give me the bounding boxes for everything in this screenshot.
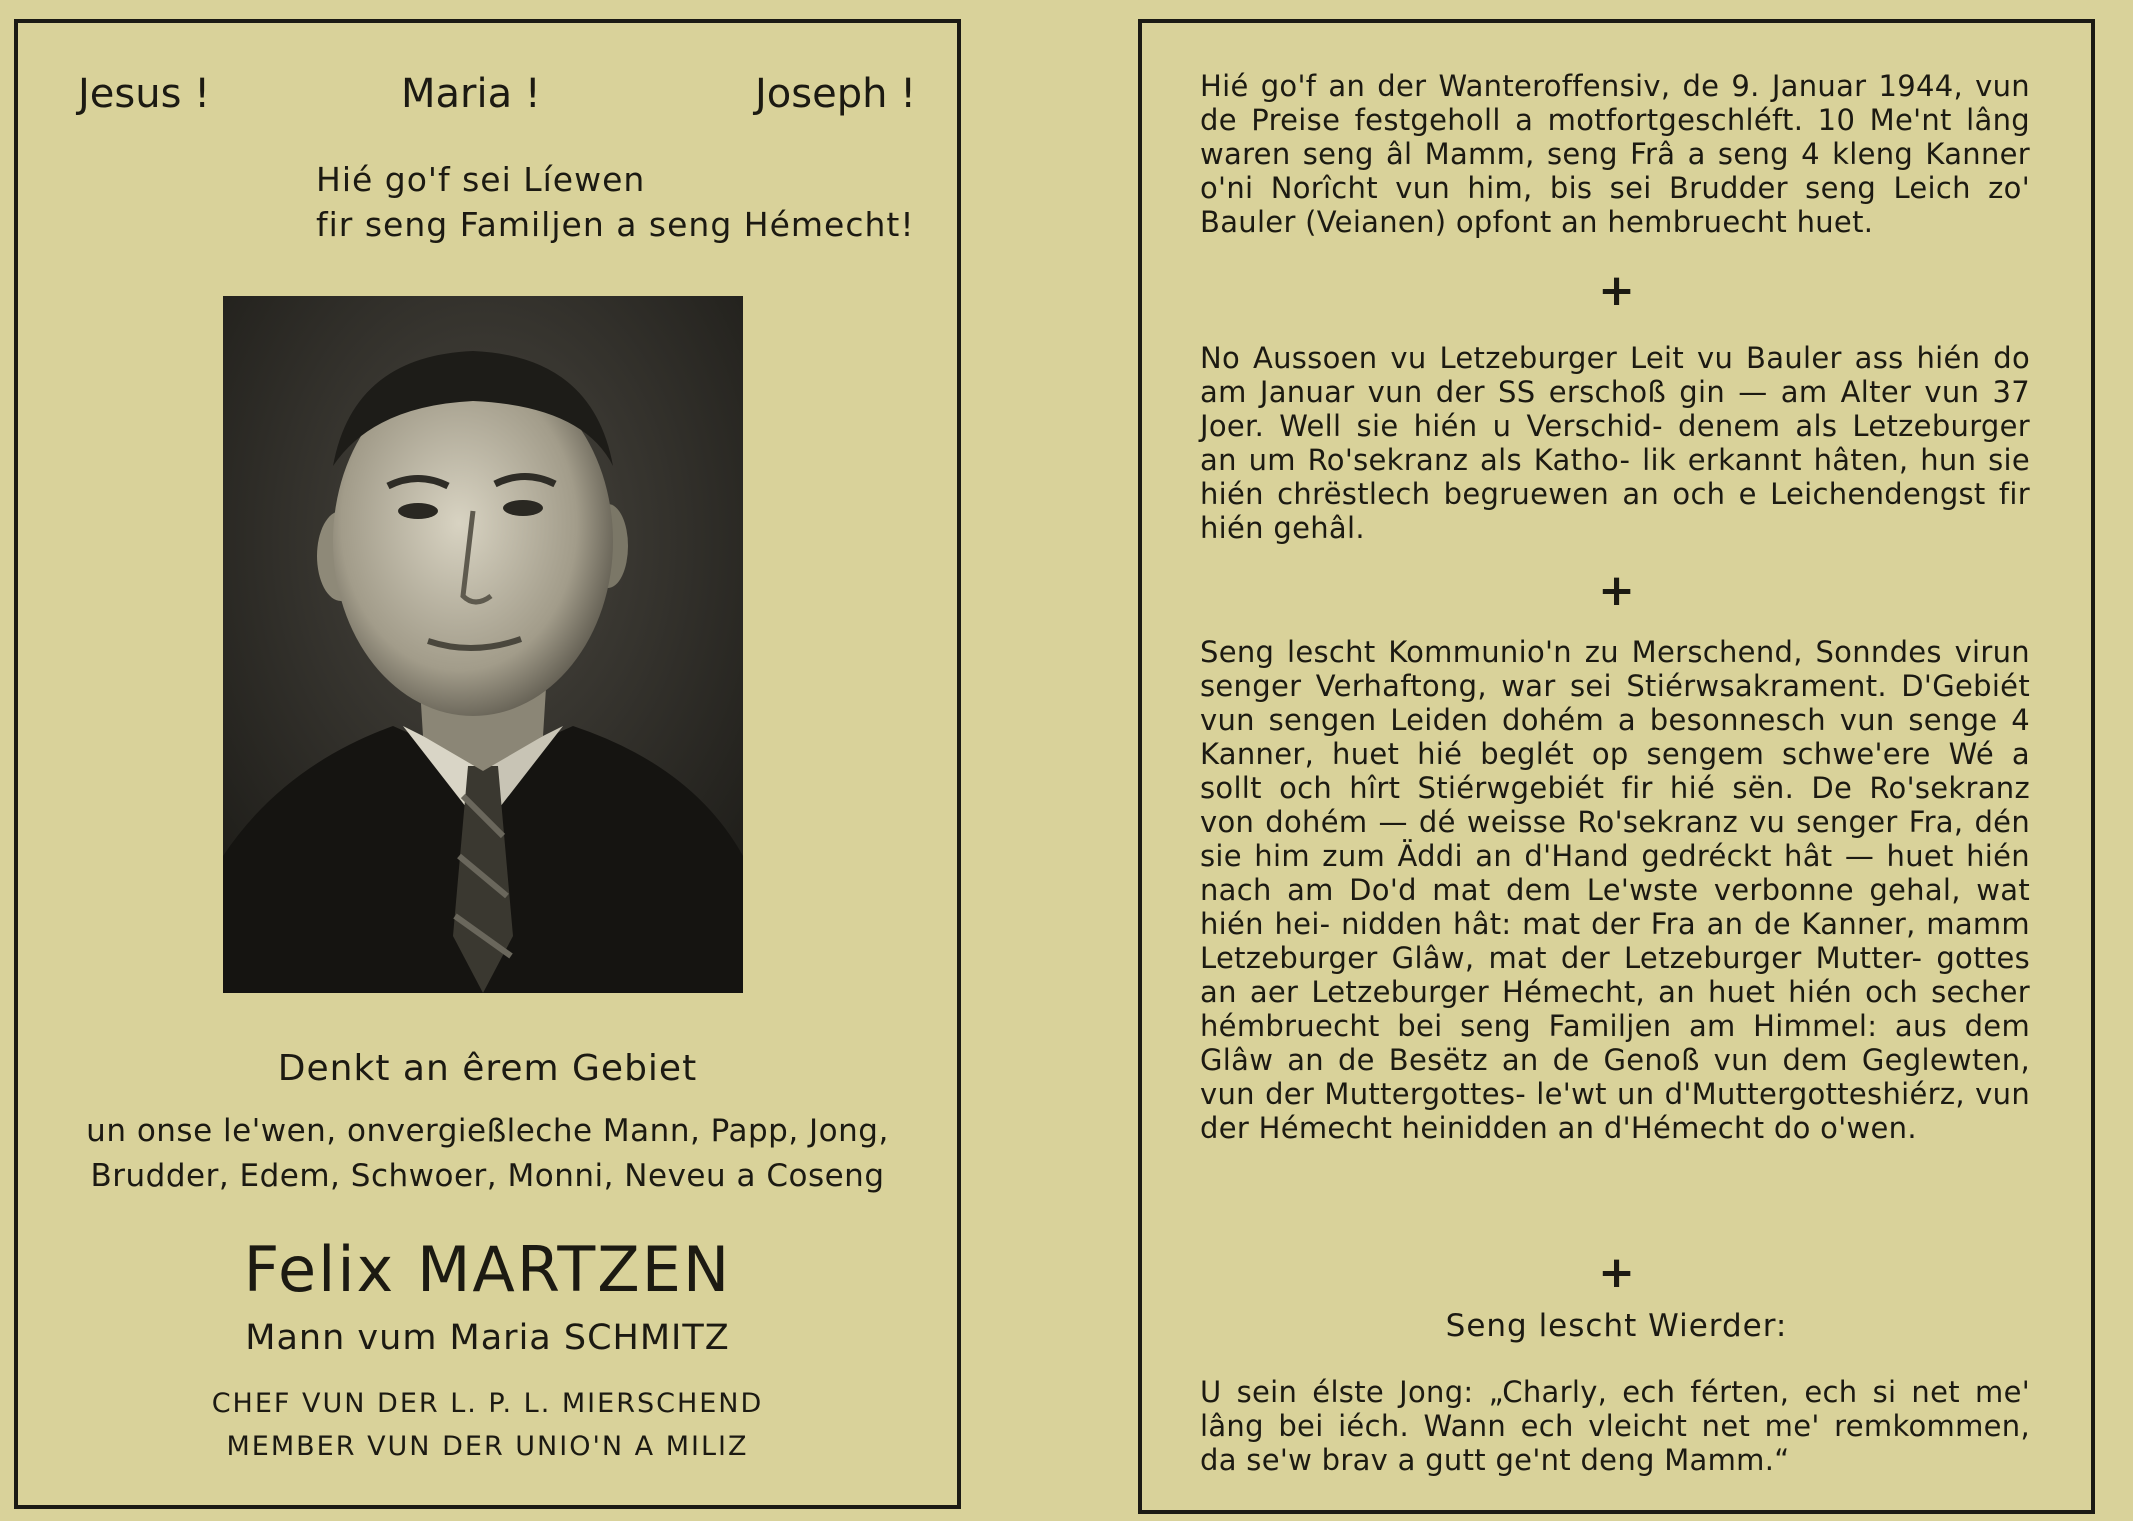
- portrait-photo: [223, 296, 743, 993]
- role-line-2: MEMBER VUN DER UNIO'N A MILIZ: [226, 1431, 749, 1462]
- left-memorial-page: [14, 19, 961, 1509]
- invocation-maria: Maria !: [401, 71, 541, 117]
- spouse-line: Mann vum Maria SCHMITZ: [245, 1318, 730, 1358]
- invocation-jesus: Jesus !: [78, 71, 211, 117]
- remember-line-1: un onse le'wen, onvergießleche Mann, Papp, Jong,: [86, 1113, 889, 1149]
- cross-separator-2: +: [1598, 565, 1635, 616]
- paragraph-death: No Aussoen vu Letzeburger Leit vu Bauler ass hién do am Januar vun der SS erschoß gin — am Alter vun 37 Joer. Well sie hién u Verschid- denem als Letzeburger an um Ro'sekranz als Katho- lik erkannt hâten, hun sie hién chrëstlech begruewen an och e Leichendengst fir hién gehâl.: [1200, 341, 2030, 545]
- remember-line-2: Brudder, Edem, Schwoer, Monni, Neveu a Coseng: [90, 1158, 885, 1194]
- dedication-line-2: fir seng Familjen a seng Hémecht!: [316, 205, 915, 244]
- cross-separator-1: +: [1598, 265, 1635, 316]
- dedication-line-1: Hié go'f sei Líewen: [316, 160, 646, 199]
- role-line-1: CHEF VUN DER L. P. L. MIERSCHEND: [211, 1388, 764, 1419]
- cross-separator-3: +: [1598, 1247, 1635, 1298]
- portrait-image: [223, 296, 743, 993]
- remember-heading: Denkt an êrem Gebiet: [277, 1048, 698, 1089]
- last-words-heading: Seng lescht Wierder:: [1445, 1308, 1788, 1344]
- invocation-joseph: Joseph !: [755, 71, 917, 117]
- paragraph-communion: Seng lescht Kommunio'n zu Merschend, Sonndes virun senger Verhaftong, war sei Stiérwsakrament. D'Gebiét vun sengen Leiden dohém a besonnesch vun senge 4 Kanner, huet hié beglét op sengem schwe'ere Wé a sollt och hîrt Stiérwgebiét fir hié sën. De Ro'sekranz von dohém — dé weisse Ro'sekranz vu senger Fra, dén sie him zum Äddi an d'Hand gedréckt hât — huet hién nach am Do'd mat dem Le'wste verbonne gehal, wat hién hei- nidden hât: mat der Fra an de Kanner, mamm Letzeburger Glâw, mat der Letzeburger Mutter- gottes an aer Letzeburger Hémecht, an huet hién och secher hémbruecht bei seng Familjen am Himmel: aus dem Glâw an de Besëtz an de Genoß vun dem Geglewten, vun der Muttergottes- le'wt un d'Muttergotteshiérz, vun der Hémecht heinidden an d'Hémecht do o'wen.: [1200, 635, 2030, 1145]
- right-memorial-page: [1138, 19, 2095, 1514]
- paragraph-capture: Hié go'f an der Wanteroffensiv, de 9. Januar 1944, vun de Preise festgeholl a motfortgeschléft. 10 Me'nt lâng waren seng âl Mamm, seng Frâ a seng 4 kleng Kanner o'ni Norîcht vun him, bis sei Brudder seng Leich zo' Bauler (Veianen) opfont an hembruecht huet.: [1200, 69, 2030, 239]
- paragraph-last-words: U sein élste Jong: „Charly, ech férten, ech si net me' lâng bei iéch. Wann ech vleicht net me' remkommen, da se'w brav a gutt ge'nt deng Mamm.“: [1200, 1375, 2030, 1477]
- deceased-name: Felix MARTZEN: [243, 1233, 732, 1306]
